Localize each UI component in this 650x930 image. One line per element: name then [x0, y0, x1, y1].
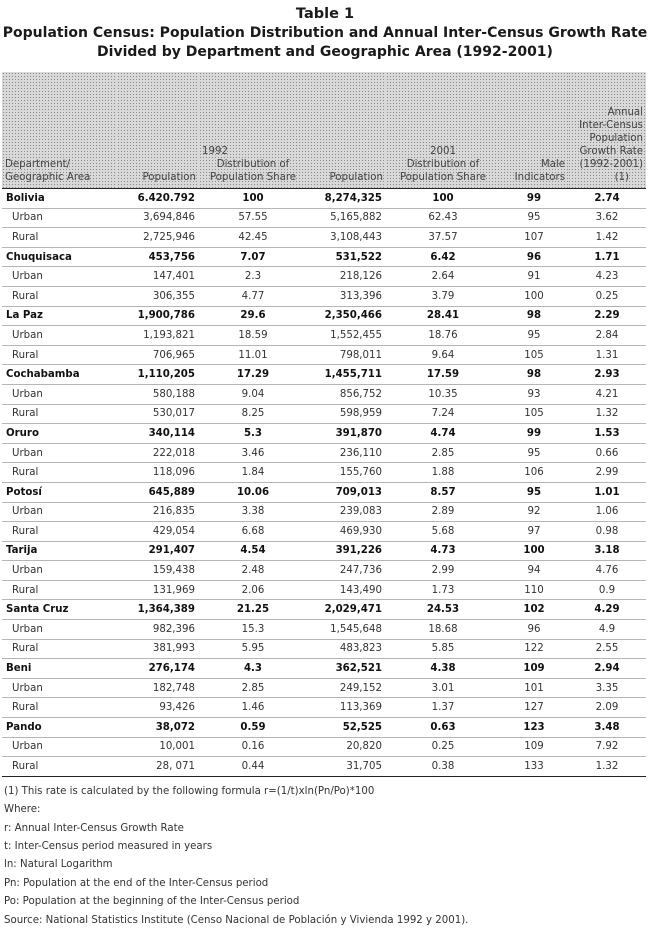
cell-growth-rate: 2.93 — [568, 365, 646, 385]
cell-share-1992: 5.3 — [199, 424, 307, 444]
cell-share-2001: 0.63 — [386, 718, 500, 738]
footnote-line: ln: Natural Logarithm — [4, 859, 113, 871]
header-growth-line2: Inter-Census — [579, 120, 643, 131]
cell-growth-rate: 2.29 — [568, 306, 646, 326]
cell-share-1992: 7.07 — [199, 247, 307, 267]
cell-male-indicator: 107 — [500, 228, 568, 248]
cell-area: Oruro — [2, 424, 117, 444]
cell-population-1992: 982,396 — [117, 620, 199, 640]
cell-share-1992: 42.45 — [199, 228, 307, 248]
cell-share-1992: 2.48 — [199, 561, 307, 581]
cell-growth-rate: 4.29 — [568, 600, 646, 620]
cell-population-2001: 531,522 — [307, 247, 386, 267]
cell-growth-rate: 2.84 — [568, 326, 646, 346]
cell-area: Urban — [2, 620, 117, 640]
cell-population-2001: 391,870 — [307, 424, 386, 444]
cell-area: Urban — [2, 326, 117, 346]
cell-population-1992: 93,426 — [117, 698, 199, 718]
department-row — [2, 482, 646, 502]
cell-share-1992: 15.3 — [199, 620, 307, 640]
cell-share-1992: 0.44 — [199, 757, 307, 777]
cell-population-2001: 113,369 — [307, 698, 386, 718]
cell-share-1992: 4.77 — [199, 286, 307, 306]
cell-growth-rate: 1.42 — [568, 228, 646, 248]
area-row — [2, 639, 646, 659]
cell-share-2001: 24.53 — [386, 600, 500, 620]
header-row — [2, 72, 646, 189]
header-share-1992 — [199, 72, 307, 189]
header-share-1992-line1: Distribution of — [216, 159, 290, 170]
cell-share-1992: 2.85 — [199, 678, 307, 698]
cell-growth-rate: 4.9 — [568, 620, 646, 640]
table-title-line2: Divided by Department and Geographic Area (1992-2001) — [97, 44, 553, 60]
cell-area: Urban — [2, 561, 117, 581]
cell-growth-rate: 1.06 — [568, 502, 646, 522]
cell-male-indicator: 100 — [500, 286, 568, 306]
cell-population-1992: 453,756 — [117, 247, 199, 267]
area-row — [2, 561, 646, 581]
cell-male-indicator: 94 — [500, 561, 568, 581]
department-row — [2, 600, 646, 620]
cell-area: Urban — [2, 737, 117, 757]
cell-share-2001: 2.99 — [386, 561, 500, 581]
cell-share-1992: 10.06 — [199, 482, 307, 502]
cell-male-indicator: 99 — [500, 424, 568, 444]
table-number: Table 1 — [295, 6, 355, 22]
cell-male-indicator: 97 — [500, 522, 568, 542]
cell-share-1992: 3.46 — [199, 443, 307, 463]
cell-growth-rate: 0.9 — [568, 580, 646, 600]
cell-area: Rural — [2, 698, 117, 718]
cell-population-2001: 155,760 — [307, 463, 386, 483]
cell-population-2001: 249,152 — [307, 678, 386, 698]
cell-area: Rural — [2, 757, 117, 777]
cell-population-2001: 798,011 — [307, 345, 386, 365]
cell-area: Santa Cruz — [2, 600, 117, 620]
footnote-line: t: Inter-Census period measured in years — [4, 841, 213, 853]
footnotes — [4, 783, 650, 930]
cell-population-1992: 645,889 — [117, 482, 199, 502]
cell-share-2001: 18.76 — [386, 326, 500, 346]
header-male-line1: Male — [540, 159, 565, 170]
cell-population-1992: 222,018 — [117, 443, 199, 463]
table-title-line1: Population Census: Population Distribution and Annual Inter-Census Growth Rate — [2, 25, 648, 41]
cell-population-2001: 3,108,443 — [307, 228, 386, 248]
cell-share-2001: 1.73 — [386, 580, 500, 600]
cell-share-1992: 4.54 — [199, 541, 307, 561]
cell-population-1992: 291,407 — [117, 541, 199, 561]
cell-share-2001: 18.68 — [386, 620, 500, 640]
cell-population-1992: 182,748 — [117, 678, 199, 698]
area-row — [2, 404, 646, 424]
header-population-2001 — [307, 72, 386, 189]
cell-area: Chuquisaca — [2, 247, 117, 267]
cell-population-1992: 580,188 — [117, 384, 199, 404]
cell-growth-rate: 3.48 — [568, 718, 646, 738]
cell-share-2001: 17.59 — [386, 365, 500, 385]
department-row — [2, 365, 646, 385]
cell-area: Beni — [2, 659, 117, 679]
header-department — [2, 72, 117, 189]
cell-male-indicator: 133 — [500, 757, 568, 777]
cell-area: Bolivia — [2, 189, 117, 209]
cell-population-1992: 276,174 — [117, 659, 199, 679]
cell-area: Cochabamba — [2, 365, 117, 385]
cell-share-2001: 100 — [386, 189, 500, 209]
cell-population-2001: 2,350,466 — [307, 306, 386, 326]
cell-share-1992: 1.84 — [199, 463, 307, 483]
cell-male-indicator: 99 — [500, 189, 568, 209]
cell-area: Urban — [2, 384, 117, 404]
cell-population-1992: 306,355 — [117, 286, 199, 306]
cell-population-1992: 10,001 — [117, 737, 199, 757]
cell-area: Rural — [2, 404, 117, 424]
area-row — [2, 678, 646, 698]
cell-male-indicator: 127 — [500, 698, 568, 718]
cell-share-1992: 18.59 — [199, 326, 307, 346]
cell-male-indicator: 95 — [500, 482, 568, 502]
cell-population-2001: 313,396 — [307, 286, 386, 306]
cell-growth-rate: 3.18 — [568, 541, 646, 561]
cell-area: Urban — [2, 678, 117, 698]
cell-share-2001: 0.38 — [386, 757, 500, 777]
cell-growth-rate: 0.66 — [568, 443, 646, 463]
cell-share-1992: 2.3 — [199, 267, 307, 287]
footnote-line: Source: National Statistics Institute (Censo Nacional de Población y Vivienda 1992 y 2001). — [4, 914, 469, 926]
cell-area: Rural — [2, 286, 117, 306]
cell-area: Rural — [2, 580, 117, 600]
cell-share-2001: 2.64 — [386, 267, 500, 287]
cell-share-1992: 2.06 — [199, 580, 307, 600]
cell-area: Rural — [2, 463, 117, 483]
cell-population-1992: 6.420.792 — [117, 189, 199, 209]
area-row — [2, 384, 646, 404]
cell-growth-rate: 1.31 — [568, 345, 646, 365]
footnote-line: r: Annual Inter-Census Growth Rate — [4, 822, 184, 834]
area-row — [2, 463, 646, 483]
cell-share-2001: 5.68 — [386, 522, 500, 542]
cell-population-2001: 483,823 — [307, 639, 386, 659]
cell-population-1992: 340,114 — [117, 424, 199, 444]
cell-share-1992: 21.25 — [199, 600, 307, 620]
cell-growth-rate: 1.32 — [568, 757, 646, 777]
cell-growth-rate: 3.62 — [568, 208, 646, 228]
cell-share-1992: 5.95 — [199, 639, 307, 659]
cell-share-2001: 0.25 — [386, 737, 500, 757]
cell-share-2001: 5.85 — [386, 639, 500, 659]
cell-growth-rate: 0.98 — [568, 522, 646, 542]
cell-share-2001: 4.74 — [386, 424, 500, 444]
cell-population-1992: 530,017 — [117, 404, 199, 424]
department-row — [2, 659, 646, 679]
cell-population-2001: 709,013 — [307, 482, 386, 502]
cell-male-indicator: 96 — [500, 620, 568, 640]
cell-male-indicator: 102 — [500, 600, 568, 620]
area-row — [2, 228, 646, 248]
cell-population-1992: 3,694,846 — [117, 208, 199, 228]
area-row — [2, 580, 646, 600]
cell-share-1992: 9.04 — [199, 384, 307, 404]
cell-share-1992: 3.38 — [199, 502, 307, 522]
area-row — [2, 267, 646, 287]
cell-area: Urban — [2, 208, 117, 228]
cell-population-1992: 216,835 — [117, 502, 199, 522]
cell-population-2001: 1,545,648 — [307, 620, 386, 640]
cell-population-1992: 1,900,786 — [117, 306, 199, 326]
area-row — [2, 443, 646, 463]
area-row — [2, 757, 646, 777]
cell-area: Urban — [2, 443, 117, 463]
cell-male-indicator: 110 — [500, 580, 568, 600]
header-share-2001-line2: Population Share — [399, 172, 487, 183]
cell-area: Tarija — [2, 541, 117, 561]
cell-share-1992: 0.16 — [199, 737, 307, 757]
cell-population-1992: 381,993 — [117, 639, 199, 659]
area-row — [2, 345, 646, 365]
department-row — [2, 247, 646, 267]
footnote-line: (1) This rate is calculated by the following formula r=(1/t)xln(Pn/Po)*100 — [4, 785, 375, 797]
cell-male-indicator: 95 — [500, 443, 568, 463]
cell-population-1992: 118,096 — [117, 463, 199, 483]
cell-male-indicator: 93 — [500, 384, 568, 404]
cell-male-indicator: 96 — [500, 247, 568, 267]
area-row — [2, 698, 646, 718]
cell-area: Urban — [2, 502, 117, 522]
header-male-line2: Indicators — [514, 172, 565, 183]
header-population-1992 — [117, 72, 199, 189]
census-table — [2, 72, 646, 777]
cell-population-2001: 469,930 — [307, 522, 386, 542]
cell-area: Rural — [2, 345, 117, 365]
area-row — [2, 326, 646, 346]
cell-share-2001: 6.42 — [386, 247, 500, 267]
header-share-2001-line1: Distribution of — [406, 159, 480, 170]
cell-male-indicator: 95 — [500, 208, 568, 228]
header-population-1992-label: Population — [142, 172, 196, 183]
cell-population-2001: 598,959 — [307, 404, 386, 424]
header-department-line2: Geographic Area — [5, 172, 91, 183]
department-row — [2, 541, 646, 561]
cell-area: Rural — [2, 639, 117, 659]
cell-share-1992: 0.59 — [199, 718, 307, 738]
department-row — [2, 189, 646, 209]
header-share-2001 — [386, 72, 500, 189]
cell-male-indicator: 105 — [500, 345, 568, 365]
cell-share-1992: 29.6 — [199, 306, 307, 326]
cell-area: Urban — [2, 267, 117, 287]
cell-population-1992: 28, 071 — [117, 757, 199, 777]
cell-population-1992: 147,401 — [117, 267, 199, 287]
cell-population-2001: 239,083 — [307, 502, 386, 522]
cell-male-indicator: 101 — [500, 678, 568, 698]
cell-growth-rate: 4.23 — [568, 267, 646, 287]
area-row — [2, 737, 646, 757]
cell-growth-rate: 1.32 — [568, 404, 646, 424]
cell-male-indicator: 109 — [500, 737, 568, 757]
cell-share-1992: 11.01 — [199, 345, 307, 365]
cell-male-indicator: 122 — [500, 639, 568, 659]
cell-population-2001: 391,226 — [307, 541, 386, 561]
cell-area: La Paz — [2, 306, 117, 326]
footnote-line: Where: — [4, 804, 41, 816]
cell-growth-rate: 3.35 — [568, 678, 646, 698]
cell-population-2001: 236,110 — [307, 443, 386, 463]
cell-population-1992: 429,054 — [117, 522, 199, 542]
cell-growth-rate: 1.01 — [568, 482, 646, 502]
cell-share-2001: 8.57 — [386, 482, 500, 502]
cell-population-2001: 247,736 — [307, 561, 386, 581]
area-row — [2, 502, 646, 522]
cell-area: Pando — [2, 718, 117, 738]
footnote-line: Po: Population at the beginning of the Inter-Census period — [4, 896, 300, 908]
department-row — [2, 424, 646, 444]
cell-male-indicator: 100 — [500, 541, 568, 561]
cell-male-indicator: 98 — [500, 306, 568, 326]
cell-share-2001: 28.41 — [386, 306, 500, 326]
cell-growth-rate: 2.09 — [568, 698, 646, 718]
cell-share-1992: 8.25 — [199, 404, 307, 424]
cell-population-2001: 143,490 — [307, 580, 386, 600]
header-department-line1: Department/ — [5, 159, 71, 170]
cell-growth-rate: 1.53 — [568, 424, 646, 444]
cell-share-2001: 9.64 — [386, 345, 500, 365]
header-growth-rate — [568, 72, 646, 189]
cell-male-indicator: 123 — [500, 718, 568, 738]
cell-population-1992: 2,725,946 — [117, 228, 199, 248]
cell-area: Rural — [2, 522, 117, 542]
cell-population-2001: 5,165,882 — [307, 208, 386, 228]
area-row — [2, 620, 646, 640]
cell-share-2001: 4.73 — [386, 541, 500, 561]
cell-share-1992: 57.55 — [199, 208, 307, 228]
cell-population-2001: 31,705 — [307, 757, 386, 777]
header-year-1992: 1992 — [202, 146, 228, 157]
cell-population-2001: 52,525 — [307, 718, 386, 738]
area-row — [2, 208, 646, 228]
cell-growth-rate: 0.25 — [568, 286, 646, 306]
cell-growth-rate: 2.74 — [568, 189, 646, 209]
header-population-2001-label: Population — [329, 172, 383, 183]
cell-share-2001: 1.37 — [386, 698, 500, 718]
cell-growth-rate: 2.55 — [568, 639, 646, 659]
cell-share-2001: 2.85 — [386, 443, 500, 463]
cell-growth-rate: 1.71 — [568, 247, 646, 267]
cell-male-indicator: 109 — [500, 659, 568, 679]
cell-population-2001: 856,752 — [307, 384, 386, 404]
cell-share-2001: 62.43 — [386, 208, 500, 228]
cell-share-1992: 4.3 — [199, 659, 307, 679]
cell-male-indicator: 91 — [500, 267, 568, 287]
cell-population-1992: 131,969 — [117, 580, 199, 600]
cell-share-1992: 1.46 — [199, 698, 307, 718]
cell-share-2001: 1.88 — [386, 463, 500, 483]
cell-population-2001: 218,126 — [307, 267, 386, 287]
cell-male-indicator: 105 — [500, 404, 568, 424]
cell-share-2001: 4.38 — [386, 659, 500, 679]
cell-growth-rate: 4.76 — [568, 561, 646, 581]
cell-population-2001: 20,820 — [307, 737, 386, 757]
header-share-1992-line2: Population Share — [209, 172, 297, 183]
cell-population-2001: 2,029,471 — [307, 600, 386, 620]
cell-male-indicator: 92 — [500, 502, 568, 522]
cell-growth-rate: 7.92 — [568, 737, 646, 757]
header-growth-line3: Population — [589, 133, 643, 144]
header-year-2001: 2001 — [430, 146, 456, 157]
header-growth-line4: Growth Rate — [579, 146, 643, 157]
area-row — [2, 522, 646, 542]
cell-growth-rate: 2.94 — [568, 659, 646, 679]
title-block — [0, 0, 650, 62]
cell-share-1992: 6.68 — [199, 522, 307, 542]
department-row — [2, 718, 646, 738]
cell-population-1992: 1,193,821 — [117, 326, 199, 346]
cell-male-indicator: 106 — [500, 463, 568, 483]
cell-population-2001: 8,274,325 — [307, 189, 386, 209]
table-body — [2, 189, 646, 777]
cell-share-1992: 100 — [199, 189, 307, 209]
cell-population-1992: 38,072 — [117, 718, 199, 738]
cell-population-1992: 1,364,389 — [117, 600, 199, 620]
header-male-indicators — [500, 72, 568, 189]
header-growth-line6: (1) — [614, 172, 629, 183]
header-growth-line1: Annual — [607, 107, 643, 118]
cell-share-2001: 2.89 — [386, 502, 500, 522]
cell-population-1992: 1,110,205 — [117, 365, 199, 385]
department-row — [2, 306, 646, 326]
cell-share-2001: 3.01 — [386, 678, 500, 698]
cell-population-2001: 1,552,455 — [307, 326, 386, 346]
footnote-line: Pn: Population at the end of the Inter-Census period — [4, 877, 269, 889]
cell-population-2001: 362,521 — [307, 659, 386, 679]
cell-area: Rural — [2, 228, 117, 248]
cell-share-2001: 3.79 — [386, 286, 500, 306]
cell-male-indicator: 95 — [500, 326, 568, 346]
cell-growth-rate: 4.21 — [568, 384, 646, 404]
cell-population-1992: 706,965 — [117, 345, 199, 365]
cell-share-1992: 17.29 — [199, 365, 307, 385]
cell-share-2001: 10.35 — [386, 384, 500, 404]
cell-population-1992: 159,438 — [117, 561, 199, 581]
cell-share-2001: 7.24 — [386, 404, 500, 424]
cell-male-indicator: 98 — [500, 365, 568, 385]
cell-population-2001: 1,455,711 — [307, 365, 386, 385]
area-row — [2, 286, 646, 306]
cell-area: Potosí — [2, 482, 117, 502]
cell-growth-rate: 2.99 — [568, 463, 646, 483]
cell-share-2001: 37.57 — [386, 228, 500, 248]
header-growth-line5: (1992-2001) — [579, 159, 643, 170]
